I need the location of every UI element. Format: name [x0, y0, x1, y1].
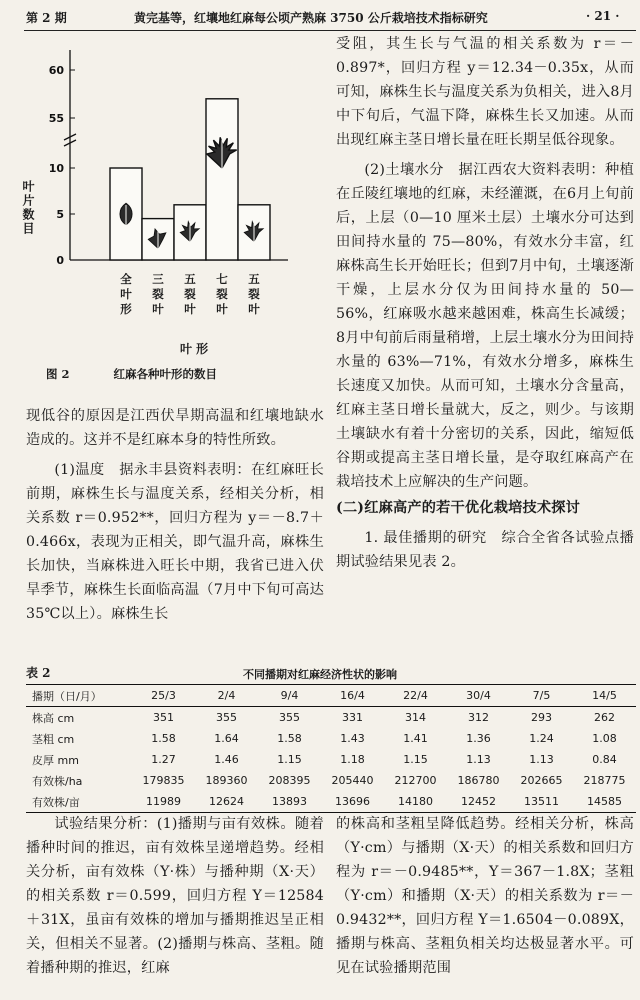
figure-2 [20, 40, 320, 390]
figure-caption-text: 红麻各种叶形的数目 [113, 367, 218, 381]
table-title: 不同播期对红麻经济性状的影响 [243, 668, 397, 681]
table-row-label: 有效株/亩 [32, 795, 80, 809]
table-cell: 1.27 [151, 753, 176, 766]
table-header-date: 22/4 [403, 689, 428, 702]
bar [206, 99, 238, 260]
table-header-date: 9/4 [280, 689, 299, 702]
x-category-label: 全叶形 [120, 272, 132, 316]
table-cell: 1.15 [277, 753, 302, 766]
table-cell: 1.64 [214, 732, 239, 745]
table-cell: 205440 [331, 774, 374, 787]
table-cell: 12624 [209, 795, 244, 808]
table-header-date: 7/5 [532, 689, 551, 702]
table-cell: 1.43 [340, 732, 365, 745]
chart-xlabel: 叶 形 [180, 342, 209, 356]
table-cell: 1.58 [277, 732, 302, 745]
table-row [26, 707, 636, 729]
table-header-date: 2/4 [217, 689, 236, 702]
table-cell: 13511 [524, 795, 559, 808]
y-tick-label: 10 [48, 162, 64, 175]
y-tick-label: 60 [48, 64, 64, 77]
bottom-right-column [336, 812, 634, 980]
table-header-row [26, 685, 636, 707]
issue-number: 第 2 期 [26, 11, 67, 25]
x-category-label: 七裂叶 [216, 272, 228, 316]
table-cell: 1.24 [529, 732, 554, 745]
page-number: · 21 · [586, 9, 620, 23]
table-cell: 351 [153, 711, 174, 724]
table-cell: 14585 [587, 795, 622, 808]
table-cell: 186780 [457, 774, 500, 787]
table-header-sowing-date: 播期（日/月） [32, 689, 102, 703]
table-cell: 1.08 [592, 732, 617, 745]
table-cell: 179835 [142, 774, 185, 787]
table-row [26, 791, 636, 813]
table-cell: 1.41 [403, 732, 428, 745]
leaf-shape-bar-chart [20, 40, 320, 390]
table-row-label: 有效株/ha [32, 774, 83, 788]
table-cell: 355 [216, 711, 237, 724]
table-cell: 293 [531, 711, 552, 724]
table-cell: 12452 [461, 795, 496, 808]
table-row [26, 749, 636, 770]
running-title: 黄完基等，红壤地红麻每公顷产熟麻 3750 公斤栽培技术指标研究 [134, 11, 488, 25]
table-cell: 1.13 [529, 753, 554, 766]
table-2 [26, 684, 636, 813]
table-cell: 202665 [520, 774, 563, 787]
table-cell: 208395 [268, 774, 311, 787]
table-cell: 1.58 [151, 732, 176, 745]
table-cell: 1.36 [466, 732, 491, 745]
table-cell: 218775 [583, 774, 626, 787]
right-paragraph-1: 受阻，其生长与气温的相关系数为 r＝－0.897*，回归方程 y＝12.34－0.35x，从而可知，麻株生长与温度关系为负相关，进入8月中下旬后，气温下降，麻株生长又加速。从而出现红麻主茎日增长量在旺长期呈低谷现象。 [336, 36, 634, 148]
table-cell: 0.84 [592, 753, 617, 766]
right-paragraph-soil-water: (2)土壤水分 据江西农大资料表明：种植在丘陵红壤地的红麻，未经灌溉，在6月上旬前后，上层（0—10 厘米土层）土壤水分可达到田间持水量的 75—80%，有效水分丰富，红麻株高生长开始旺长；但到7月中旬，土壤逐渐干燥，上层水分仅为田间持水量的 50—56%，红麻吸水越来越困难，株高生长减缓；8月中旬前后雨量稍增，上层土壤水分为田间持水量的 63%—71%，有效水分增多，麻株生长速度又加快。从而可知，土壤水分含量高，红麻主茎日增长量就大，反之，则少。与该期土壤缺水有着十分密切的关系，因此，缩短低谷期或提高主茎日增长量，是夺取红麻高产在栽培技术上应解决的生产问题。 [336, 162, 634, 490]
table-cell: 314 [405, 711, 426, 724]
table-cell: 312 [468, 711, 489, 724]
table-header-date: 14/5 [592, 689, 617, 702]
table-header-date: 25/3 [151, 689, 176, 702]
table-label: 表 2 [26, 666, 51, 680]
table-cell: 14180 [398, 795, 433, 808]
section-heading: (二)红麻高产的若干优化栽培技术探讨 [336, 500, 581, 516]
table-cell: 212700 [394, 774, 437, 787]
table-cell: 262 [594, 711, 615, 724]
table-cell: 1.15 [403, 753, 428, 766]
table-row [26, 770, 636, 791]
y-tick-label: 0 [56, 254, 64, 267]
table-cell: 1.46 [214, 753, 239, 766]
table-cell: 189360 [205, 774, 248, 787]
figure-label: 图 2 [46, 367, 70, 381]
table-cell: 11989 [146, 795, 181, 808]
right-column [336, 32, 634, 574]
chart-ylabel: 叶片数目 [21, 180, 35, 236]
table-cell: 1.18 [340, 753, 365, 766]
table-cell: 13893 [272, 795, 307, 808]
bottom-right-paragraph: 的株高和茎粗呈降低趋势。经相关分析，株高（Y·cm）与播期（X·天）的相关系数和回归方程为 r＝－0.9485**，Y＝367－1.8X；茎粗（Y·cm）和播期（X·天）的相关系数为 r＝－0.9432**，回归方程 Y＝1.6504－0.089X，播期与株高、茎粗负相关均达极显著水平。可见在试验播期范围 [336, 816, 634, 976]
table-cell: 1.13 [466, 753, 491, 766]
left-paragraph-1: 现低谷的原因是江西伏旱期高温和红壤地缺水造成的。这并不是红麻本身的特性所致。 [26, 408, 324, 448]
table-row-label: 茎粗 cm [32, 732, 75, 746]
left-paragraph-temperature: (1)温度 据永丰县资料表明：在红麻旺长前期，麻株生长与温度关系，经相关分析，相关系数 r＝0.952**，回归方程为 y＝－8.7＋0.466x，表现为正相关，即气温升高，麻株生长加快，当麻株进入旺长中期，我省已进入伏旱季节，麻株生长面临高温（7月中下旬可高达 35℃以上）。麻株生长 [26, 462, 324, 622]
right-paragraph-sowing: 1. 最佳播期的研究 综合全省各试验点播期试验结果见表 2。 [336, 530, 634, 570]
bottom-left-column [26, 812, 324, 980]
table-cell: 331 [342, 711, 363, 724]
table-row-label: 皮厚 mm [32, 753, 79, 767]
bottom-left-paragraph: 试验结果分析：(1)播期与亩有效株。随着播种时间的推迟，亩有效株呈递增趋势。经相关分析，亩有效株（Y·株）与播种期（X·天）的相关系数 r＝0.599，回归方程 Y＝12584＋31X，虽亩有效株的增加与播期推迟呈正相关，但相关不显著。(2)播期与株高、茎粗。随着播种期的推迟，红麻 [26, 816, 324, 976]
table-header-date: 30/4 [466, 689, 491, 702]
table-row-label: 株高 cm [32, 711, 75, 725]
y-tick-label: 5 [56, 208, 64, 221]
table-row [26, 728, 636, 749]
x-category-label: 五裂叶 [184, 272, 196, 316]
x-category-label: 三裂叶 [152, 272, 164, 316]
table-cell: 355 [279, 711, 300, 724]
figure-caption [46, 366, 217, 382]
header-rule [24, 30, 636, 31]
y-tick-label: 55 [48, 112, 64, 125]
table-cell: 13696 [335, 795, 370, 808]
table-header-date: 16/4 [340, 689, 365, 702]
x-category-label: 五裂叶 [248, 272, 260, 316]
left-column [26, 404, 324, 626]
